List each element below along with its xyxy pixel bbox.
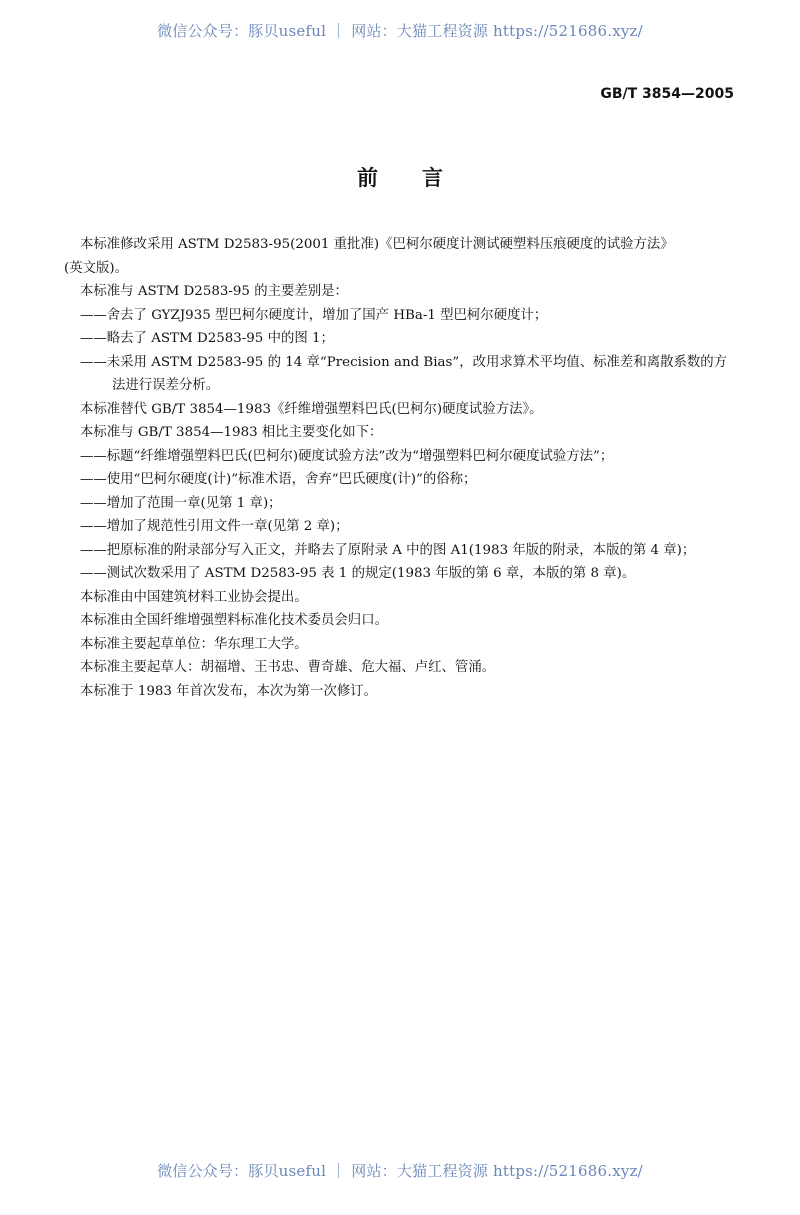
list-item: ——未采用 ASTM D2583-95 的 14 章“Precision and Bias”，改用求算术平均值、标准差和离散系数的方法进行误差分析。 bbox=[80, 354, 728, 393]
document-code: GB/T 3854—2005 bbox=[600, 86, 734, 102]
paragraph: (英文版)。 bbox=[64, 260, 129, 276]
list-item: ——使用“巴柯尔硬度(计)”标准术语，舍弃“巴氏硬度(计)”的俗称； bbox=[80, 472, 477, 487]
list-item: ——把原标准的附录部分写入正文，并略去了原附录 A 中的图 A1(1983 年版的附录，本版的第 4 章)； bbox=[80, 542, 696, 558]
list-item: ——略去了 ASTM D2583-95 中的图 1； bbox=[80, 331, 334, 346]
paragraph: 本标准与 GB/T 3854—1983 相比主要变化如下： bbox=[80, 425, 383, 440]
document-body bbox=[64, 233, 735, 703]
paragraph: 本标准于 1983 年首次发布，本次为第一次修订。 bbox=[80, 683, 378, 699]
watermark-top: 微信公众号：豚贝useful ｜ 网站：大猫工程资源 https://521686.xyz/ bbox=[157, 22, 643, 40]
paragraph: 本标准由中国建筑材料工业协会提出。 bbox=[80, 589, 308, 605]
paragraph: 本标准主要起草人：胡福增、王书忠、曹奇雄、危大福、卢红、管涌。 bbox=[80, 660, 496, 675]
page-title: 前言 bbox=[357, 166, 487, 190]
watermark-bottom: 微信公众号：豚贝useful ｜ 网站：大猫工程资源 https://521686.xyz/ bbox=[157, 1162, 643, 1180]
paragraph: 本标准由全国纤维增强塑料标准化技术委员会归口。 bbox=[80, 613, 388, 628]
paragraph: 本标准主要起草单位：华东理工大学。 bbox=[80, 636, 308, 652]
paragraph: 本标准与 ASTM D2583-95 的主要差别是： bbox=[80, 284, 348, 299]
list-item: ——舍去了 GYZJ935 型巴柯尔硬度计，增加了国产 HBa-1 型巴柯尔硬度计； bbox=[80, 307, 548, 323]
list-item: ——增加了规范性引用文件一章(见第 2 章)； bbox=[80, 519, 349, 534]
paragraph: 本标准修改采用 ASTM D2583-95(2001 重批准)《巴柯尔硬度计测试硬塑料压痕硬度的试验方法》 bbox=[80, 237, 674, 252]
list-item: ——标题“纤维增强塑料巴氏(巴柯尔)硬度试验方法”改为“增强塑料巴柯尔硬度试验方法”； bbox=[80, 448, 614, 464]
list-item: ——增加了范围一章(见第 1 章)； bbox=[80, 495, 282, 511]
list-item: ——测试次数采用了 ASTM D2583-95 表 1 的规定(1983 年版的第 6 章，本版的第 8 章)。 bbox=[80, 566, 636, 581]
paragraph: 本标准替代 GB/T 3854—1983《纤维增强塑料巴氏(巴柯尔)硬度试验方法》。 bbox=[80, 401, 543, 417]
